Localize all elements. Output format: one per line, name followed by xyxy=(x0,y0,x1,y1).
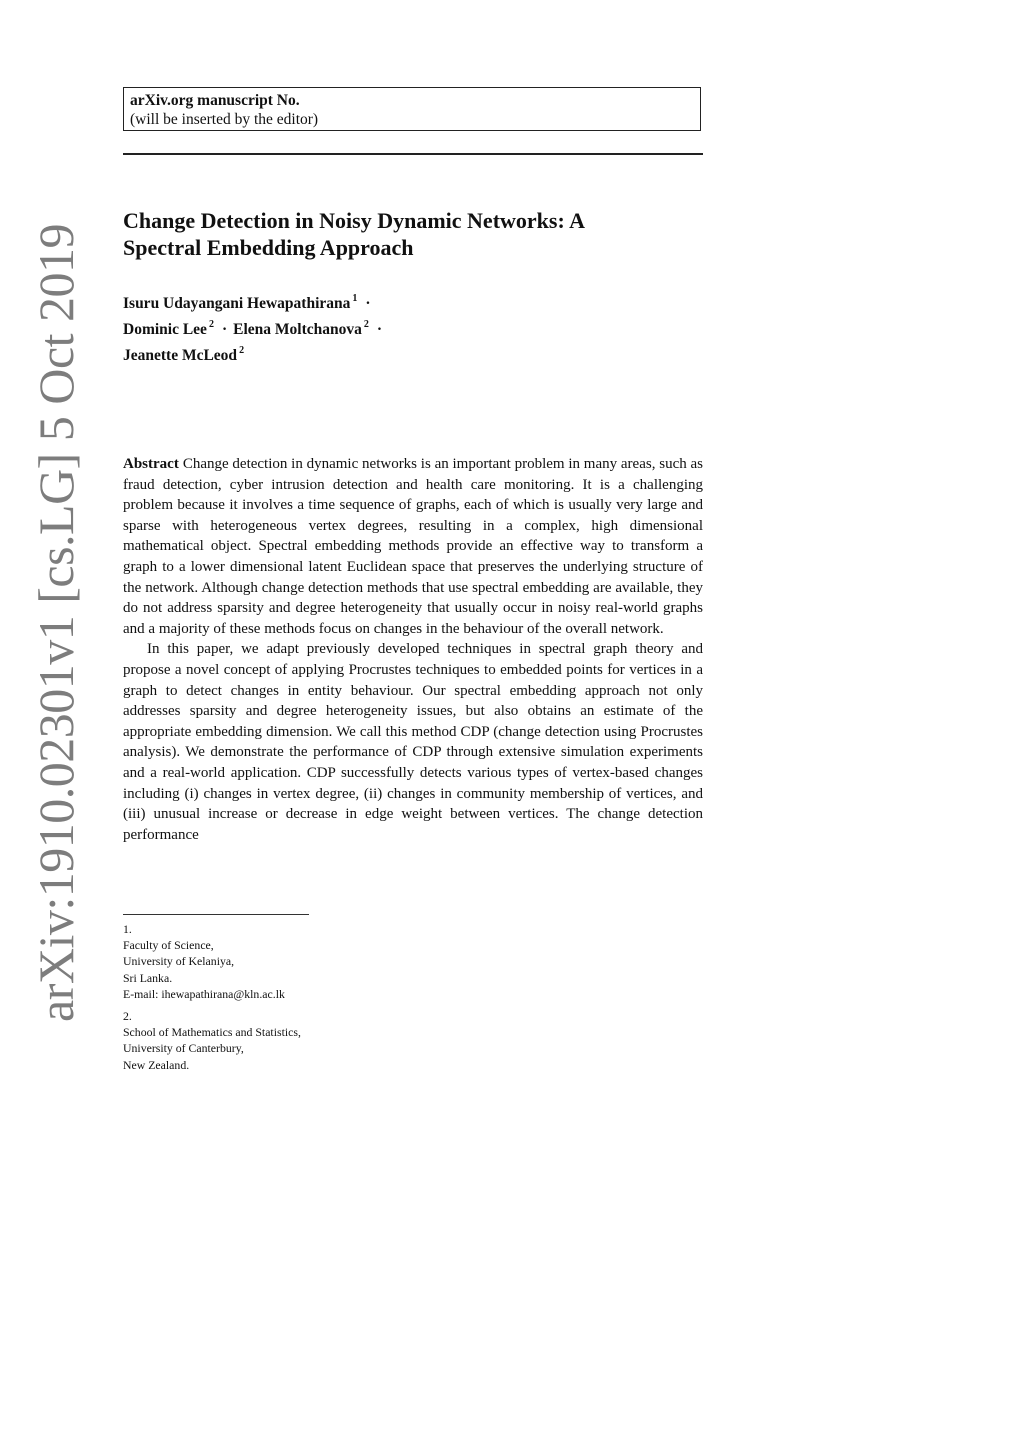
footnote-number: 1. xyxy=(123,922,132,936)
abstract-section xyxy=(123,454,703,845)
abstract-heading: Abstract xyxy=(123,456,179,472)
manuscript-number-box xyxy=(123,87,701,131)
footnote-1 xyxy=(123,921,523,1002)
author-name: Elena Moltchanova xyxy=(233,321,362,338)
header-rule xyxy=(123,153,703,155)
author-separator: · xyxy=(365,295,371,312)
footnote-number: 2. xyxy=(123,1009,132,1024)
footnote-line: Sri Lanka. xyxy=(123,970,173,985)
footnote-line: Faculty of Science, xyxy=(123,938,214,953)
abstract-text-1: Change detection in dynamic networks is an important problem in many areas, such as fraud detection, cyber intrusion detection and health care monitoring. It is a challenging problem because it involves a time sequence of graphs, each of which is usually very large and sparse with heterogeneous vertex degrees, resulting in a complex, high dimensional mathematical object. Spectral embedding methods provide an effective way to transform a graph to a lower dimensional latent Euclidean space that preserves the underlying structure of the network. Although change detection methods that use spectral embedding are available, they do not address sparsity and degree heterogeneity that usually occur in noisy real-world graphs and a majority of these methods focus on changes in the behaviour of the overall network. xyxy=(123,456,703,637)
abstract-paragraph-1 xyxy=(123,454,703,639)
footnote-2 xyxy=(123,1008,523,1073)
paper-title xyxy=(123,207,713,261)
author-list xyxy=(123,288,713,366)
author-line-1 xyxy=(123,288,713,314)
footnote-email: E-mail: ihewapathirana@kln.ac.lk xyxy=(123,986,285,1001)
footnote-line: New Zealand. xyxy=(123,1057,190,1072)
author-separator: · xyxy=(376,321,383,338)
footnote-line: University of Kelaniya, xyxy=(123,954,235,969)
manuscript-label: arXiv.org manuscript No. xyxy=(130,92,300,109)
abstract-paragraph-2: In this paper, we adapt previously developed techniques in spectral graph theory and propose a novel concept of applying Procrustes techniques to embedded points for vertices in a graph to detect changes in entity behaviour. Our spectral embedding approach not only addresses sparsity and degree heterogeneity issues, but also obtains an estimate of the appropriate embedding dimension. We call this method CDP (change detection using Procrustes analysis). We demonstrate the performance of CDP through extensive simulation experiments and a real-world application. CDP successfully detects various types of vertex-based changes including (i) changes in vertex degree, (ii) changes in community membership of vertices, and (iii) unusual increase or decrease in edge weight between vertices. The change detection performance xyxy=(123,641,703,843)
title-line-1: Change Detection in Noisy Dynamic Networks: A xyxy=(123,208,585,233)
author-name: Jeanette McLeod xyxy=(123,347,238,364)
author-affiliation-marker: 1 xyxy=(352,293,358,304)
author-separator: · xyxy=(221,321,228,338)
author-name: Isuru Udayangani Hewapathirana xyxy=(123,295,351,312)
footnote-rule xyxy=(123,914,309,915)
arxiv-side-stamp: arXiv:1910.02301v1 [cs.LG] 5 Oct 2019 xyxy=(28,223,84,1022)
footnote-line: University of Canterbury, xyxy=(123,1041,244,1056)
author-affiliation-marker: 2 xyxy=(363,319,369,330)
author-name: Dominic Lee xyxy=(123,321,207,338)
footnote-line: School of Mathematics and Statistics, xyxy=(123,1025,301,1040)
title-line-2: Spectral Embedding Approach xyxy=(123,235,414,260)
footnotes xyxy=(123,921,523,1079)
author-line-2 xyxy=(123,314,713,340)
author-affiliation-marker: 2 xyxy=(208,319,214,330)
author-line-3 xyxy=(123,340,713,366)
author-affiliation-marker: 2 xyxy=(239,345,245,356)
editor-note: (will be inserted by the editor) xyxy=(130,111,319,128)
